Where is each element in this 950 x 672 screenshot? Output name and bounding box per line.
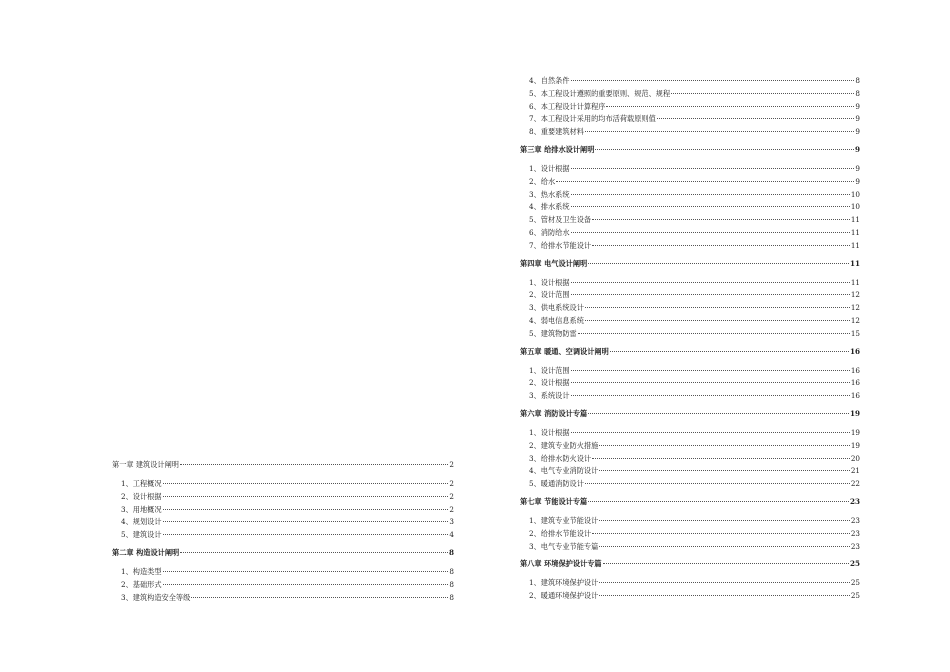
page-number: 25 [850,591,860,601]
page-number: 19 [850,427,860,437]
dot-leader [592,533,850,534]
dot-leader [571,80,855,81]
toc-section-entry[interactable] [520,113,860,126]
dot-leader [599,595,850,596]
toc-section-entry[interactable] [520,390,860,403]
page-number: 2 [449,479,454,488]
toc-chapter-entry[interactable] [112,459,454,472]
dot-leader [592,219,850,220]
page-number: 8 [855,88,860,98]
chapter-title: 第二章 构造设计阐明 [112,547,180,557]
section-title: 3、给排水防火设计 [529,453,592,463]
page-number: 9 [855,176,860,186]
dot-leader [595,149,854,150]
page-number: 11 [850,227,860,237]
page-number: 23 [850,515,860,525]
dot-leader [588,263,849,264]
chapter-title: 第四章 电气设计阐明 [520,258,588,268]
dot-leader [585,131,855,132]
toc-section-entry[interactable] [520,227,860,240]
chapter-title: 第八章 环境保护设计专篇 [520,559,602,569]
page-number: 16 [850,378,860,388]
toc-section-entry[interactable] [112,579,454,592]
dot-leader [180,464,448,465]
page-number: 23 [850,528,860,538]
dot-leader [191,597,448,598]
section-title: 2、设计范围 [529,290,570,300]
section-title: 1、设计根据 [529,427,570,437]
toc-section-entry[interactable] [520,590,860,603]
section-title: 5、建筑设计 [121,530,162,540]
page-number: 9 [855,163,860,173]
toc-section-entry[interactable] [520,126,860,139]
section-title: 4、弱电信息系统 [529,315,584,325]
page-number: 19 [850,440,860,450]
section-title: 2、设计根据 [529,378,570,388]
toc-section-entry[interactable] [520,277,860,290]
chapter-title: 第一章 建筑设计阐明 [112,460,179,469]
toc-section-entry[interactable] [520,189,860,202]
dot-leader [571,194,850,195]
page-number: 8 [448,547,454,557]
section-title: 8、重要建筑材料 [529,127,584,137]
page-number: 8 [449,566,454,576]
section-title: 5、管材及卫生设备 [529,215,592,225]
toc-section-entry[interactable] [520,240,860,253]
chapter-title: 第六章 消防设计专篇 [520,408,588,418]
toc-section-entry[interactable] [112,491,454,504]
section-title: 3、热水系统 [529,189,570,199]
dot-leader [571,382,850,383]
page-number: 23 [850,541,860,551]
toc-chapter-entry[interactable] [520,558,860,571]
dot-leader [180,552,448,553]
toc-chapter-entry[interactable] [520,496,860,509]
dot-leader [603,563,849,564]
page-number: 12 [850,290,860,300]
page-number: 15 [850,328,860,338]
page-number: 8 [855,76,860,85]
dot-leader [610,351,849,352]
page-number: 9 [854,144,860,154]
toc-chapter-entry[interactable] [520,346,860,359]
section-title: 1、设计范围 [529,365,570,375]
dot-leader [556,181,854,182]
page-number: 25 [850,578,860,588]
page-number: 12 [850,303,860,313]
page-number: 10 [850,189,860,199]
section-title: 3、电气专业节能专篇 [529,541,599,551]
section-title: 7、本工程设计采用的均布活荷载原则值 [529,114,656,124]
dot-leader [599,582,850,583]
dot-leader [588,501,849,502]
section-title: 4、自然条件 [529,76,570,85]
section-title: 6、本工程设计计算程序 [529,101,606,111]
page-number: 11 [850,240,860,250]
toc-chapter-entry[interactable] [520,408,860,421]
toc-section-entry[interactable] [520,465,860,478]
toc-section-entry[interactable] [520,577,860,590]
dot-leader [163,496,449,497]
toc-section-entry[interactable] [520,289,860,302]
dot-leader [599,546,850,547]
page-number: 12 [850,315,860,325]
page-number: 11 [849,258,860,268]
toc-section-entry[interactable] [520,201,860,214]
section-title: 3、建筑构造安全等级 [121,592,191,602]
page-number: 21 [850,466,860,476]
toc-section-entry[interactable] [520,365,860,378]
section-title: 1、建筑环境保护设计 [529,578,599,588]
dot-leader [571,168,855,169]
section-title: 2、建筑专业防火措施 [529,440,599,450]
section-title: 6、消防给水 [529,227,570,237]
page-number: 25 [849,559,860,569]
dot-leader [163,483,449,484]
section-title: 5、暖通消防设计 [529,479,584,489]
dot-leader [578,333,850,334]
section-title: 5、建筑物防雷 [529,328,577,338]
dot-leader [585,320,850,321]
dot-leader [571,395,850,396]
page-number: 9 [855,101,860,111]
toc-section-entry[interactable] [520,528,860,541]
toc-section-entry[interactable] [520,328,860,341]
dot-leader [585,307,850,308]
toc-section-entry[interactable] [520,101,860,114]
page-number: 22 [850,479,860,489]
dot-leader [592,245,850,246]
toc-section-entry[interactable] [520,427,860,440]
dot-leader [588,413,849,414]
page-number: 3 [449,517,454,527]
chapter-title: 第七章 节能设计专篇 [520,496,588,506]
page-number: 20 [850,453,860,463]
toc-section-entry[interactable] [520,163,860,176]
toc-right-column [520,75,860,603]
section-title: 1、工程概况 [121,479,162,488]
page-number: 9 [855,127,860,137]
toc-section-entry[interactable] [520,214,860,227]
page-number: 16 [850,365,860,375]
dot-leader [163,571,449,572]
toc-section-entry[interactable] [520,302,860,315]
section-title: 2、给水 [529,176,556,186]
dot-leader [671,93,854,94]
page-number: 11 [850,215,860,225]
section-title: 2、基础形式 [121,579,162,589]
section-title: 1、构造类型 [121,566,162,576]
page-number: 9 [855,114,860,124]
dot-leader [163,584,449,585]
dot-leader [585,483,850,484]
dot-leader [657,118,855,119]
page-number: 23 [849,496,860,506]
dot-leader [163,521,449,522]
dot-leader [571,282,850,283]
section-title: 1、建筑专业节能设计 [529,515,599,525]
dot-leader [599,520,850,521]
dot-leader [599,470,850,471]
section-title: 1、设计根据 [529,277,570,287]
page-number: 4 [449,530,454,540]
toc-chapter-entry[interactable] [520,258,860,271]
dot-leader [571,206,850,207]
section-title: 4、电气专业消防设计 [529,466,599,476]
chapter-title: 第三章 给排水设计阐明 [520,144,595,154]
toc-section-entry[interactable] [112,592,454,605]
dot-leader [606,106,854,107]
page-number: 10 [850,202,860,212]
toc-left-column [112,459,454,604]
dot-leader [599,445,850,446]
section-title: 2、暖通环境保护设计 [529,591,599,601]
toc-section-entry[interactable] [112,566,454,579]
toc-section-entry[interactable] [520,440,860,453]
page-number: 16 [850,391,860,401]
dot-leader [571,432,850,433]
toc-section-entry[interactable] [520,88,860,101]
section-title: 4、规划设计 [121,517,162,527]
toc-chapter-entry[interactable] [520,144,860,157]
section-title: 4、排水系统 [529,202,570,212]
dot-leader [163,534,449,535]
toc-section-entry[interactable] [520,515,860,528]
chapter-title: 第五章 暖通、空调设计阐明 [520,346,609,356]
toc-section-entry[interactable] [520,453,860,466]
section-title: 2、给排水节能设计 [529,528,592,538]
page-number: 8 [449,579,454,589]
dot-leader [571,370,850,371]
dot-leader [163,509,449,510]
toc-section-entry[interactable] [112,529,454,542]
page-number: 2 [449,460,454,469]
page-number: 2 [449,504,454,514]
dot-leader [592,458,850,459]
toc-section-entry[interactable] [520,541,860,554]
section-title: 1、设计根据 [529,163,570,173]
section-title: 3、供电系统设计 [529,303,584,313]
toc-section-entry[interactable] [520,478,860,491]
page-number: 19 [849,408,860,418]
section-title: 2、设计根据 [121,491,162,501]
page-number: 2 [449,491,454,501]
toc-section-entry[interactable] [112,516,454,529]
dot-leader [571,232,850,233]
dot-leader [571,294,850,295]
toc-section-entry[interactable] [112,478,454,491]
toc-chapter-entry[interactable] [112,547,454,560]
page-number: 11 [850,277,860,287]
section-title: 3、用地概况 [121,504,162,514]
section-title: 7、给排水节能设计 [529,240,592,250]
toc-section-entry[interactable] [112,504,454,517]
page-number: 16 [849,346,860,356]
section-title: 3、系统设计 [529,391,570,401]
page-number: 8 [449,592,454,602]
toc-section-entry[interactable] [520,176,860,189]
toc-section-entry[interactable] [520,315,860,328]
section-title: 5、本工程设计遵照的重要原则、规范、规程 [529,88,671,98]
toc-section-entry[interactable] [520,75,860,88]
toc-section-entry[interactable] [520,377,860,390]
